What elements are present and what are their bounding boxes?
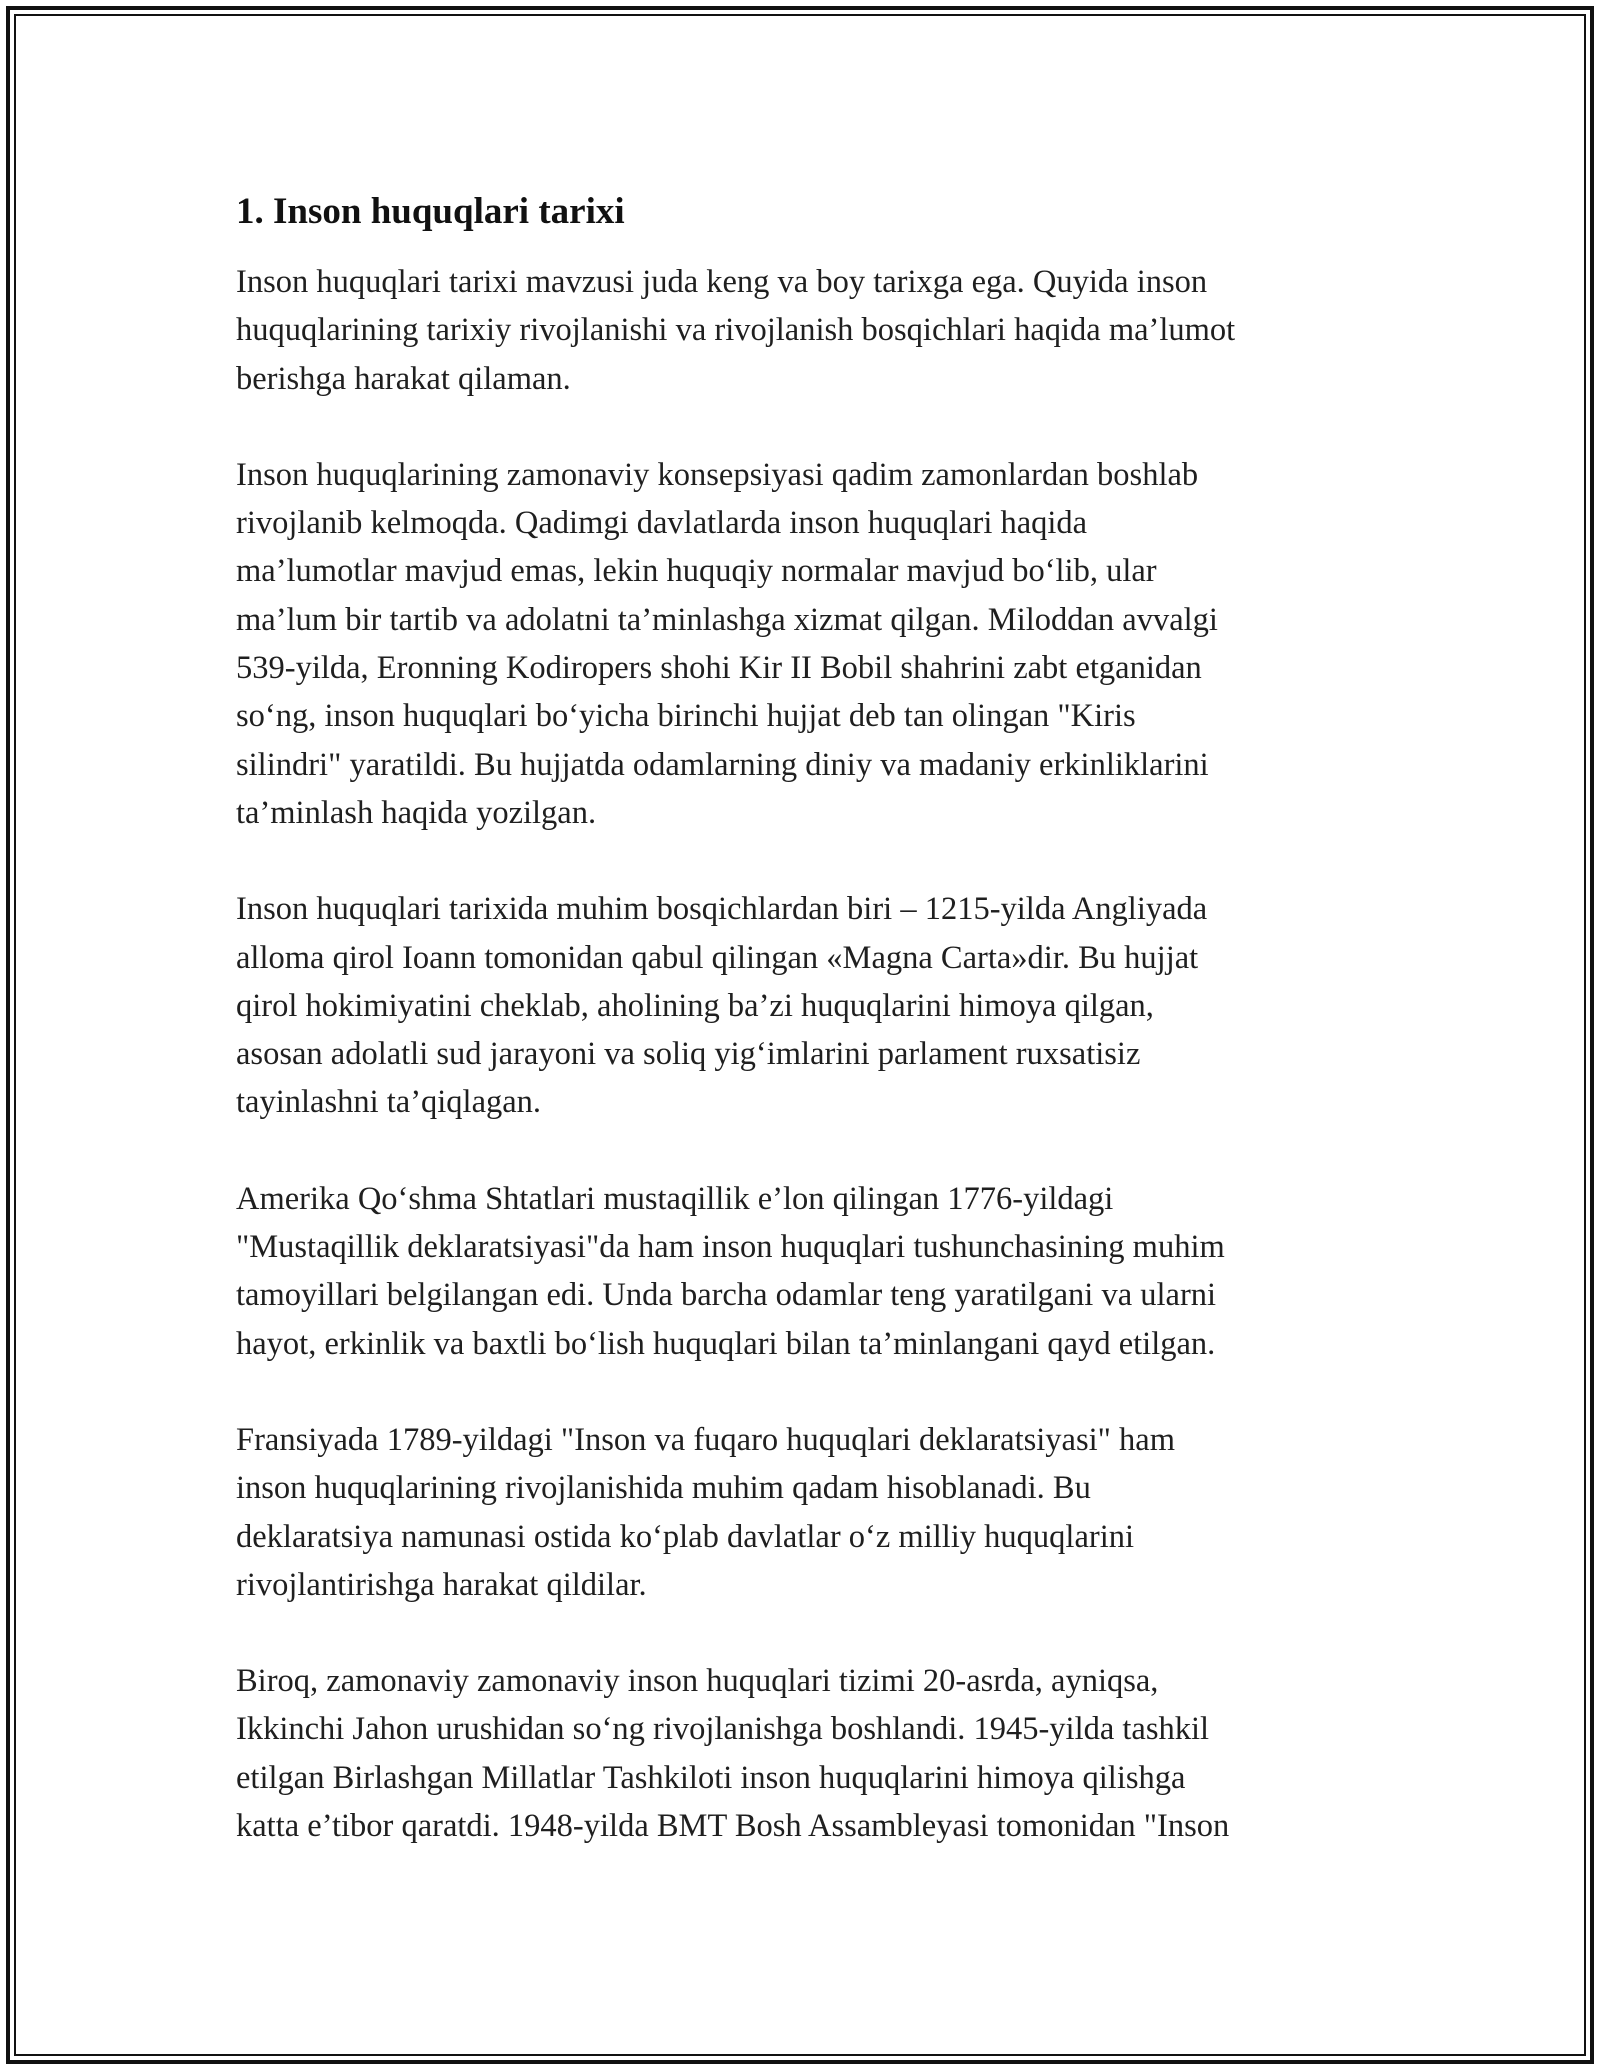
text-line: Amerika Qo‘shma Shtatlari mustaqillik e’lon qilingan 1776-yildagi <box>236 1180 1114 1217</box>
text-line: so‘ng, inson huquqlari bo‘yicha birinchi hujjat deb tan olingan "Kiris <box>236 698 1136 735</box>
text-line: berishga harakat qilaman. <box>236 360 571 397</box>
paragraph-magna-carta <box>236 885 1376 1126</box>
text-line: katta e’tibor qaratdi. 1948-yilda BMT Bosh Assambleyasi tomonidan "Inson <box>236 1808 1230 1845</box>
text-line: Inson huquqlari tarixi mavzusi juda keng va boy tarixga ega. Quyida inson <box>236 264 1208 300</box>
paragraph-usa-declaration <box>236 1175 1376 1368</box>
paragraph-intro <box>236 258 1376 403</box>
text-line: Inson huquqlari tarixida muhim bosqichlardan biri – 1215-yilda Angliyada <box>236 891 1208 928</box>
text-line: Fransiyada 1789-yildagi "Inson va fuqaro huquqlari deklaratsiyasi" ham <box>236 1421 1176 1458</box>
text-line: Biroq, zamonaviy zamonaviy inson huquqlari tizimi 20-asrda, ayniqsa, <box>236 1663 1159 1700</box>
text-line: ta’minlash haqida yozilgan. <box>236 794 597 831</box>
text-line: huquqlarining tarixiy rivojlanishi va rivojlanish bosqichlari haqida ma’lumot <box>236 312 1236 349</box>
text-line: Inson huquqlarining zamonaviy konsepsiyasi qadim zamonlardan boshlab <box>236 456 1199 493</box>
text-line: rivojlanib kelmoqda. Qadimgi davlatlarda inson huquqlari haqida <box>236 505 1088 542</box>
text-line: ma’lumotlar mavjud emas, lekin huquqiy normalar mavjud bo‘lib, ular <box>236 553 1157 590</box>
section-heading: 1. Inson huquqlari tarixi <box>236 191 625 232</box>
text-line: tayinlashni ta’qiqlagan. <box>236 1084 542 1121</box>
text-line: inson huquqlarining rivojlanishida muhim qadam hisoblanadi. Bu <box>236 1470 1091 1507</box>
text-line: rivojlantirishga harakat qildilar. <box>236 1566 647 1603</box>
text-line: "Mustaqillik deklaratsiyasi"da ham inson huquqlari tushunchasining muhim <box>236 1229 1225 1266</box>
paragraph-modern-system <box>236 1657 1376 1850</box>
text-line: deklaratsiya namunasi ostida ko‘plab davlatlar o‘z milliy huquqlarini <box>236 1518 1135 1555</box>
text-line: alloma qirol Ioann tomonidan qabul qilingan «Magna Carta»dir. Bu hujjat <box>236 939 1199 976</box>
text-line: qirol hokimiyatini cheklab, aholining ba’zi huquqlarini himoya qilgan, <box>236 987 1154 1024</box>
document-body <box>236 188 1376 1898</box>
text-line: hayot, erkinlik va baxtli bo‘lish huquqlari bilan ta’minlangani qayd etilgan. <box>236 1325 1216 1362</box>
text-line: ma’lum bir tartib va adolatni ta’minlashga xizmat qilgan. Miloddan avvalgi <box>236 601 1218 638</box>
text-line: silindri" yaratildi. Bu hujjatda odamlarning diniy va madaniy erkinliklarini <box>236 746 1209 783</box>
text-line: tamoyillari belgilangan edi. Unda barcha odamlar teng yaratilgani va ularni <box>236 1277 1217 1314</box>
paragraph-ancient <box>236 451 1376 837</box>
text-line: etilgan Birlashgan Millatlar Tashkiloti inson huquqlarini himoya qilishga <box>236 1759 1186 1796</box>
text-line: Ikkinchi Jahon urushidan so‘ng rivojlanishga boshlandi. 1945-yilda tashkil <box>236 1711 1210 1748</box>
text-line: asosan adolatli sud jarayoni va soliq yig‘imlarini parlament ruxsatisiz <box>236 1036 1141 1073</box>
paragraph-france-declaration <box>236 1416 1376 1609</box>
text-line: 539-yilda, Eronning Kodiropers shohi Kir II Bobil shahrini zabt etganidan <box>236 650 1202 687</box>
